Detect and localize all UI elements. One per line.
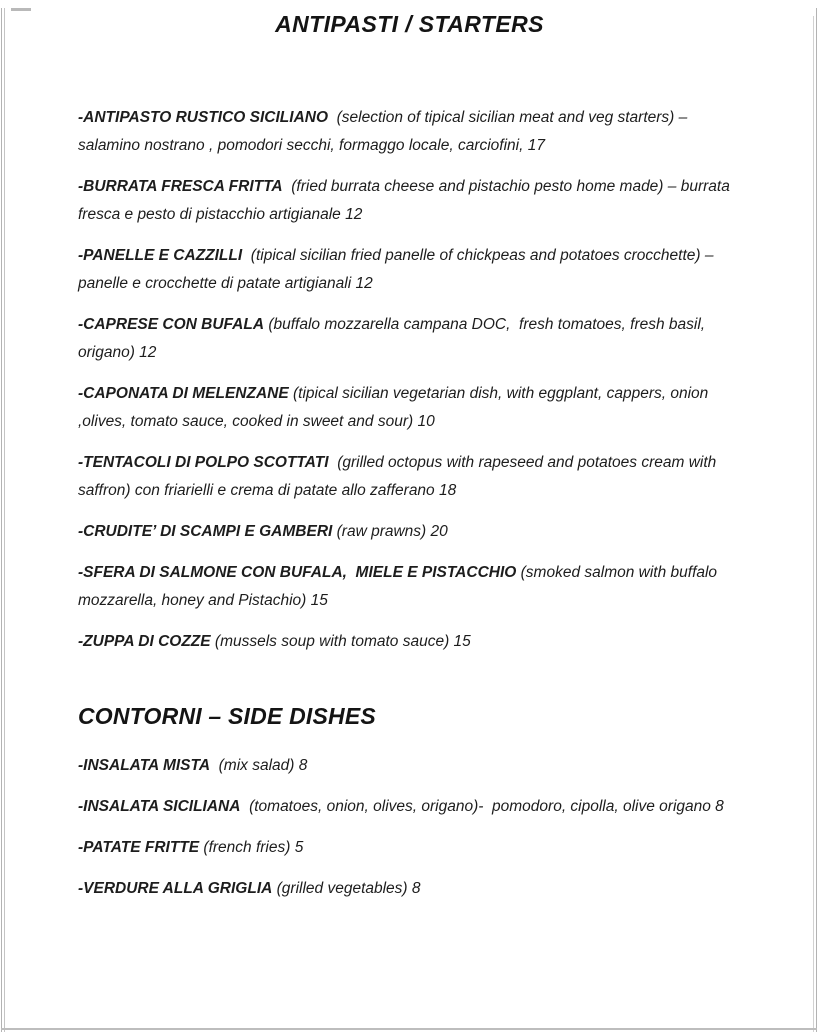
- menu-item-patate-fritte: [78, 834, 741, 862]
- page-edge-bottom: [1, 1028, 817, 1030]
- dish-name: -SFERA DI SALMONE CON BUFALA, MIELE E PISTACCHIO: [78, 564, 517, 581]
- menu-item-verdure-griglia: [78, 875, 741, 903]
- menu-item-burrata-fresca: [78, 173, 741, 229]
- menu-content: [0, 8, 819, 903]
- dish-name: -INSALATA SICILIANA: [78, 798, 241, 815]
- dish-name: -CAPONATA DI MELENZANE: [78, 385, 289, 402]
- dish-description: (selection of tipical sicilian meat and veg starters) – salamino nostrano , pomodori secchi, formaggo locale, carciofini, 17: [78, 109, 692, 154]
- dish-name: -ANTIPASTO RUSTICO SICILIANO: [78, 109, 329, 126]
- menu-item-sfera-salmone: [78, 559, 741, 615]
- dish-description: (raw prawns) 20: [332, 523, 448, 540]
- dish-name: -INSALATA MISTA: [78, 757, 211, 774]
- dish-description: (grilled octopus with rapeseed and potatoes cream with saffron) con friarielli e crema di patate allo zafferano 18: [78, 454, 721, 499]
- page-edge-right-outer: [816, 8, 817, 1032]
- dish-description: (mix salad) 8: [210, 757, 308, 774]
- menu-item-insalata-siciliana: [78, 793, 741, 821]
- menu-item-zuppa-cozze: [78, 628, 741, 656]
- menu-item-tentacoli-polpo: [78, 449, 741, 505]
- dish-description: (fried burrata cheese and pistachio pesto home made) – burrata fresca e pesto di pistacchio artigianale 12: [78, 178, 735, 223]
- menu-item-panelle-cazzilli: [78, 242, 741, 298]
- dish-description: (french fries) 5: [199, 839, 304, 856]
- dish-name: -PATATE FRITTE: [78, 839, 200, 856]
- menu-item-caponata-melenzane: [78, 380, 741, 436]
- contorni-items: [78, 752, 741, 903]
- dish-name: -BURRATA FRESCA FRITTA: [78, 178, 283, 195]
- dish-description: (buffalo mozzarella campana DOC, fresh tomatoes, fresh basil, origano) 12: [78, 316, 710, 361]
- dish-description: (tipical sicilian fried panelle of chickpeas and potatoes crocchette) –panelle e crocchette di patate artigianali 12: [78, 247, 714, 292]
- dish-name: -CAPRESE CON BUFALA: [78, 316, 265, 333]
- menu-item-crudite-scampi: [78, 518, 741, 546]
- dish-name: -ZUPPA DI COZZE: [78, 633, 211, 650]
- page-edge-left-inner: [4, 8, 5, 1032]
- dish-description: (smoked salmon with buffalo mozzarella, honey and Pistachio) 15: [78, 564, 722, 609]
- page-edge-left-outer: [1, 8, 2, 1032]
- dish-name: -VERDURE ALLA GRIGLIA: [78, 880, 273, 897]
- section-title-contorni: CONTORNI – SIDE DISHES: [78, 703, 376, 729]
- scan-artifact: [11, 8, 31, 11]
- dish-description: (grilled vegetables) 8: [272, 880, 421, 897]
- dish-name: -PANELLE E CAZZILLI: [78, 247, 243, 264]
- dish-description: (mussels soup with tomato sauce) 15: [210, 633, 471, 650]
- page-edge-right-inner: [813, 16, 814, 1032]
- antipasti-items: [78, 104, 741, 656]
- dish-description: (tomatoes, onion, olives, origano)- pomodoro, cipolla, olive origano 8: [240, 798, 724, 815]
- menu-item-antipasto-rustico: [78, 104, 741, 160]
- menu-page: [0, 8, 819, 1032]
- dish-name: -CRUDITE’ DI SCAMPI E GAMBERI: [78, 523, 333, 540]
- dish-name: -TENTACOLI DI POLPO SCOTTATI: [78, 454, 329, 471]
- menu-item-insalata-mista: [78, 752, 741, 780]
- section-title-antipasti: ANTIPASTI / STARTERS: [275, 11, 544, 37]
- menu-item-caprese-bufala: [78, 311, 741, 367]
- dish-description: (tipical sicilian vegetarian dish, with eggplant, cappers, onion ,olives, tomato sauce, cooked in sweet and sour) 10: [78, 385, 713, 430]
